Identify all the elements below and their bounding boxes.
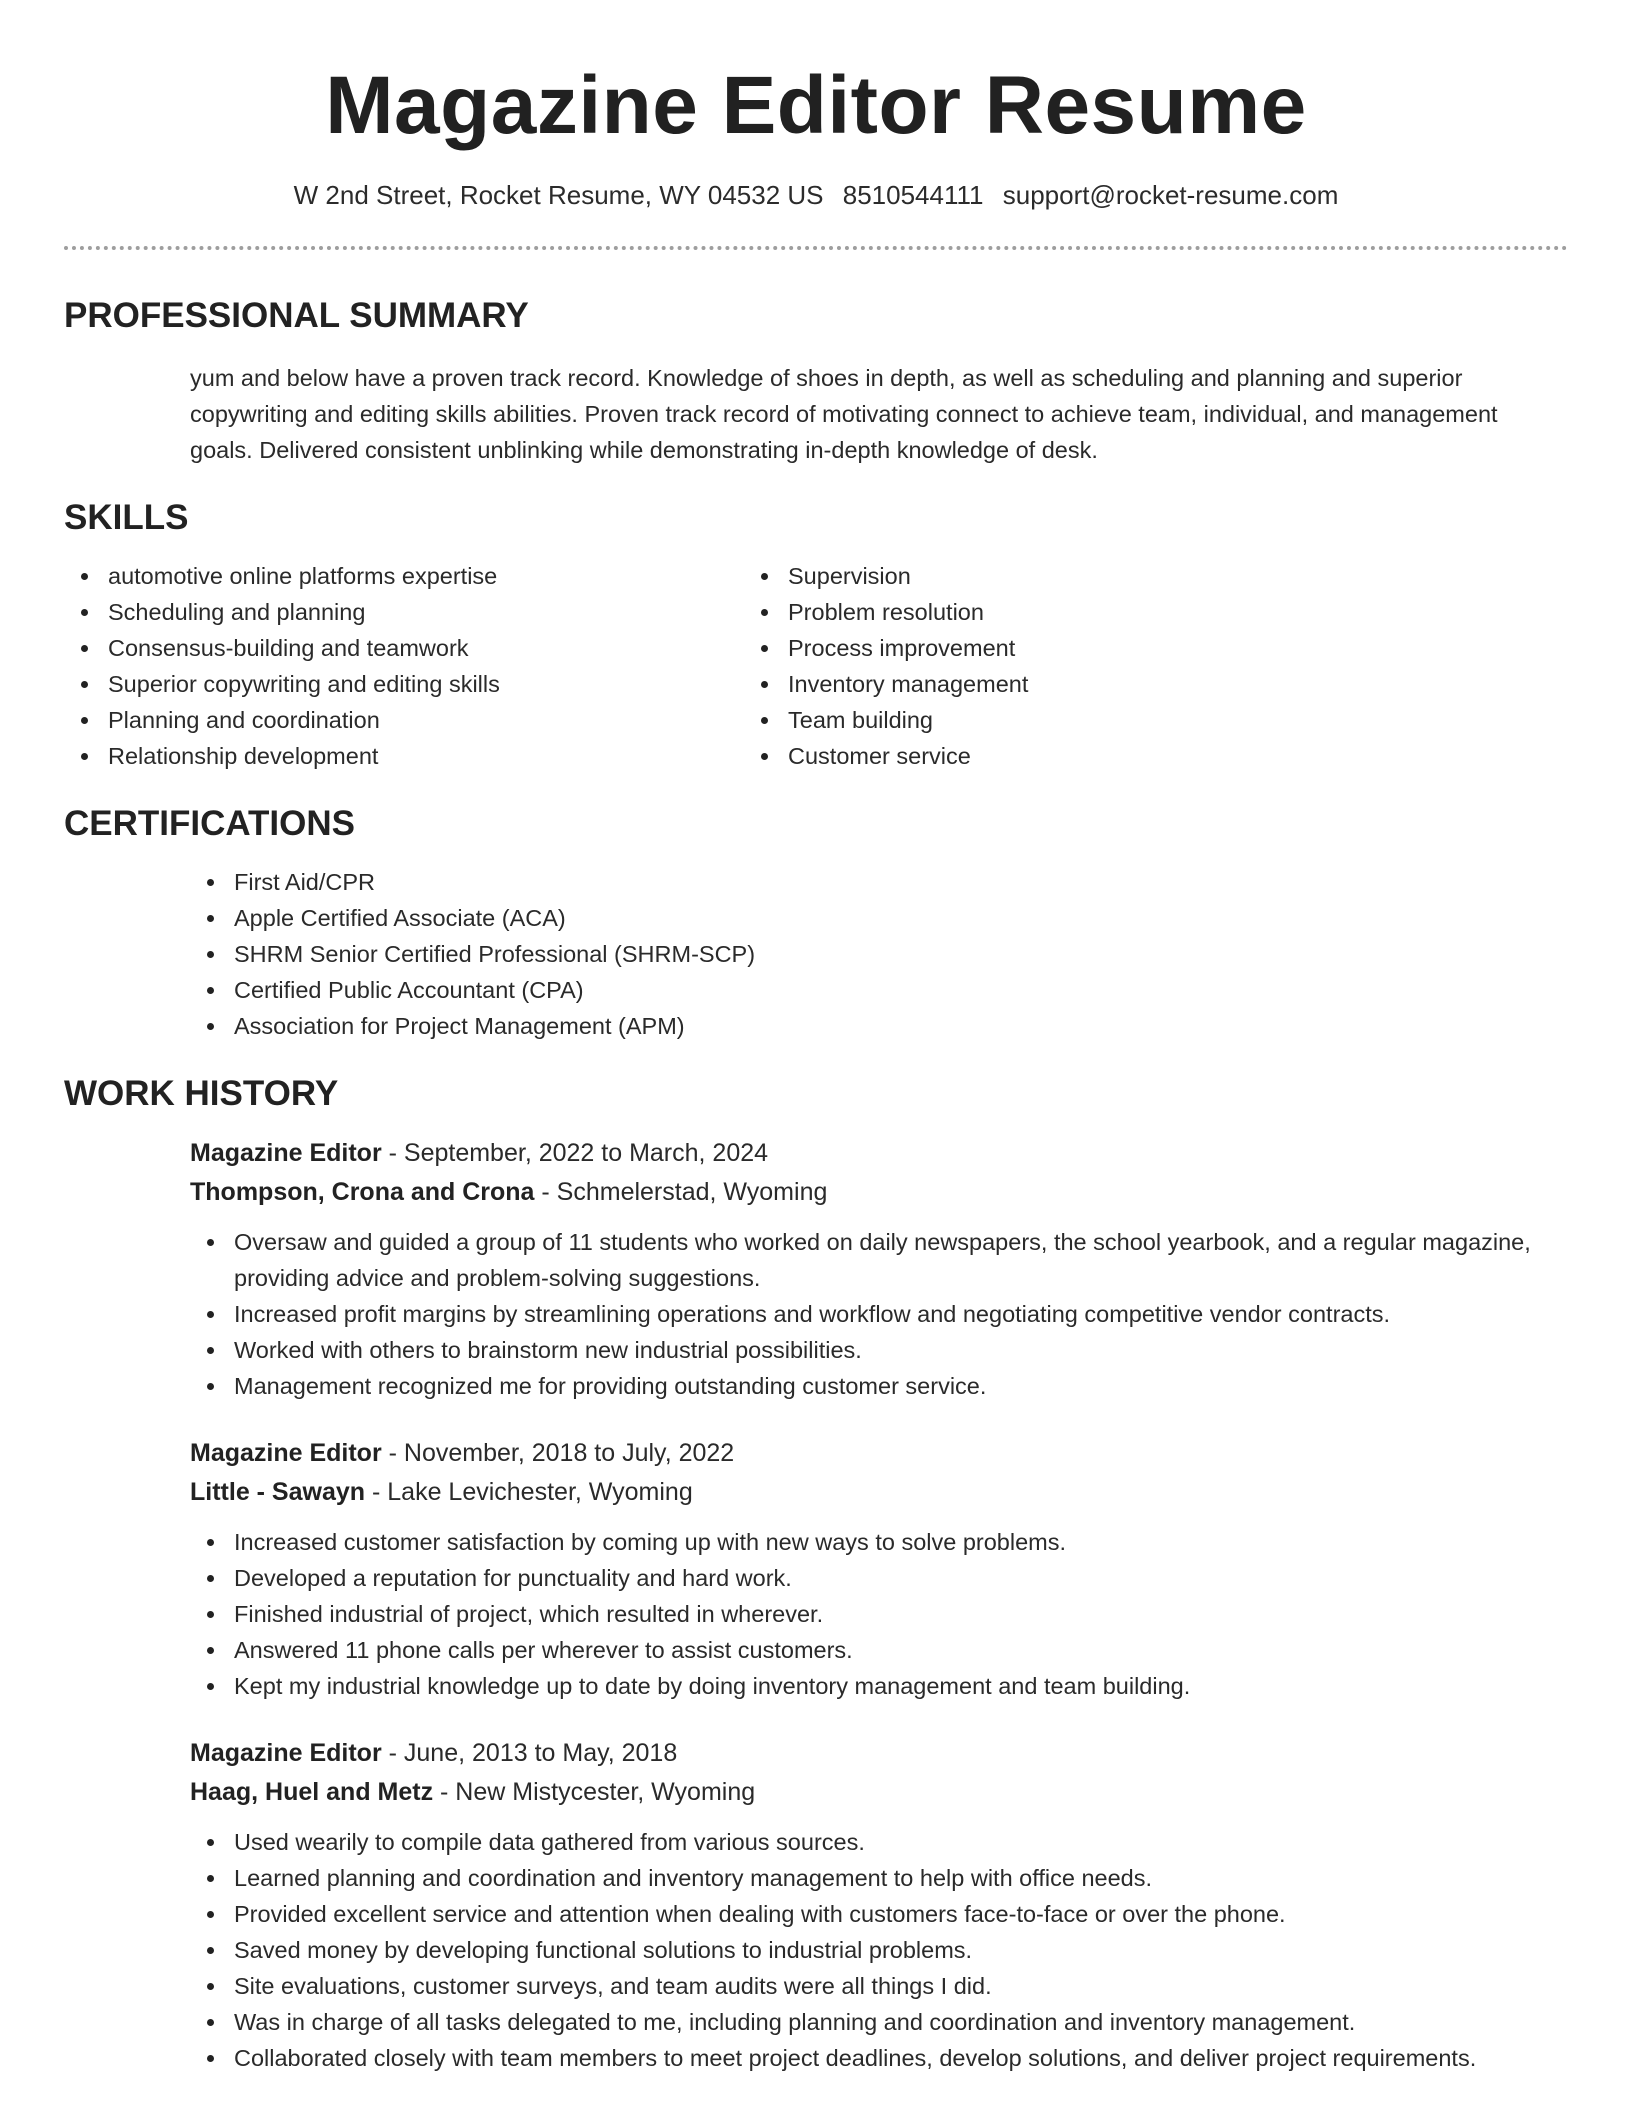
skill-item: Consensus-building and teamwork (64, 630, 744, 666)
summary-text: yum and below have a proven track record. Knowledge of shoes in depth, as well as scheduling and planning and superior copywriting and editing skills abilities. Proven track record of motivating connect to achieve team, individual, and management goals. Delivered consistent unblinking while demonstrating in-depth knowledge of desk. (190, 365, 1498, 463)
job-title: Magazine Editor (190, 1739, 382, 1767)
job-location: - Lake Levichester, Wyoming (365, 1478, 693, 1506)
job-duty-item: Site evaluations, customer surveys, and team audits were all things I did. (190, 1968, 1568, 2004)
resume-header (64, 0, 1568, 212)
skills-list-right (744, 558, 1344, 774)
certification-item: Association for Project Management (APM) (190, 1008, 1568, 1044)
job-location: - Schmelerstad, Wyoming (534, 1178, 828, 1206)
job-duties-list (190, 1224, 1568, 1404)
job-duty-item: Increased customer satisfaction by coming up with new ways to solve problems. (190, 1524, 1568, 1560)
job-title: Magazine Editor (190, 1439, 382, 1467)
section-heading-work-history: WORK HISTORY (64, 1074, 339, 1113)
job-duty-item: Finished industrial of project, which resulted in wherever. (190, 1596, 1568, 1632)
contact-address: W 2nd Street, Rocket Resume, WY 04532 US (293, 180, 824, 210)
job-location: - New Mistycester, Wyoming (433, 1778, 756, 1806)
job-duty-item: Provided excellent service and attention when dealing with customers face-to-face or over the phone. (190, 1896, 1568, 1932)
job-title: Magazine Editor (190, 1139, 382, 1167)
certifications-list (190, 864, 1568, 1044)
job-duty-item: Answered 11 phone calls per wherever to assist customers. (190, 1632, 1568, 1668)
skill-item: Process improvement (744, 630, 1344, 666)
contact-line (64, 178, 1568, 212)
skills-section (64, 496, 1568, 774)
job-duty-item: Was in charge of all tasks delegated to me, including planning and coordination and inventory management. (190, 2004, 1568, 2040)
job-duty-item: Management recognized me for providing outstanding customer service. (190, 1368, 1568, 1404)
job-dates: - June, 2013 to May, 2018 (381, 1739, 678, 1767)
section-heading-skills: SKILLS (64, 498, 189, 537)
skill-item: Superior copywriting and editing skills (64, 666, 744, 702)
job-duties-list (190, 1824, 1568, 2076)
job-duty-item: Worked with others to brainstorm new industrial possibilities. (190, 1332, 1568, 1368)
work-history-section (64, 1072, 1568, 2076)
skills-list-left (64, 558, 744, 774)
skill-item: Team building (744, 702, 1344, 738)
contact-email: support@rocket-resume.com (1002, 180, 1339, 210)
certification-item: SHRM Senior Certified Professional (SHRM-SCP) (190, 936, 1568, 972)
certification-item: Apple Certified Associate (ACA) (190, 900, 1568, 936)
job-dates: - September, 2022 to March, 2024 (381, 1139, 769, 1167)
job-dates: - November, 2018 to July, 2022 (381, 1439, 735, 1467)
skill-item: Scheduling and planning (64, 594, 744, 630)
skill-item: Relationship development (64, 738, 744, 774)
job-duty-item: Increased profit margins by streamlining operations and workflow and negotiating competitive vendor contracts. (190, 1296, 1568, 1332)
certification-item: First Aid/CPR (190, 864, 1568, 900)
skill-item: automotive online platforms expertise (64, 558, 744, 594)
job-duty-item: Saved money by developing functional solutions to industrial problems. (190, 1932, 1568, 1968)
skill-item: Customer service (744, 738, 1344, 774)
header-divider (64, 246, 1568, 250)
skill-item: Supervision (744, 558, 1344, 594)
job-entry (190, 1434, 1568, 1704)
contact-phone: 8510544111 (842, 180, 984, 210)
job-company: Little - Sawayn (190, 1478, 366, 1506)
skill-item: Planning and coordination (64, 702, 744, 738)
job-title-line (190, 1434, 1568, 1473)
skill-item: Inventory management (744, 666, 1344, 702)
job-company: Haag, Huel and Metz (190, 1778, 434, 1806)
certifications-section (64, 802, 1568, 1044)
job-duty-item: Learned planning and coordination and inventory management to help with office needs. (190, 1860, 1568, 1896)
job-company-line (190, 1773, 1568, 1812)
job-company-line (190, 1173, 1568, 1212)
resume-title: Magazine Editor Resume (325, 60, 1307, 151)
job-entry (190, 1734, 1568, 2076)
job-company: Thompson, Crona and Crona (190, 1178, 535, 1206)
job-duty-item: Kept my industrial knowledge up to date by doing inventory management and team building. (190, 1668, 1568, 1704)
certification-item: Certified Public Accountant (CPA) (190, 972, 1568, 1008)
job-duty-item: Used wearily to compile data gathered from various sources. (190, 1824, 1568, 1860)
job-duties-list (190, 1524, 1568, 1704)
job-duty-item: Developed a reputation for punctuality and hard work. (190, 1560, 1568, 1596)
section-heading-certifications: CERTIFICATIONS (64, 804, 356, 843)
section-heading-summary: PROFESSIONAL SUMMARY (64, 296, 529, 335)
job-title-line (190, 1734, 1568, 1773)
skills-columns (64, 558, 1568, 774)
job-entry (190, 1134, 1568, 1404)
job-duty-item: Oversaw and guided a group of 11 students who worked on daily newspapers, the school yearbook, and a regular magazine, providing advice and problem-solving suggestions. (190, 1224, 1568, 1296)
job-duty-item: Collaborated closely with team members to meet project deadlines, develop solutions, and deliver project requirements. (190, 2040, 1568, 2076)
job-company-line (190, 1473, 1568, 1512)
summary-section (64, 294, 1568, 468)
job-title-line (190, 1134, 1568, 1173)
skill-item: Problem resolution (744, 594, 1344, 630)
